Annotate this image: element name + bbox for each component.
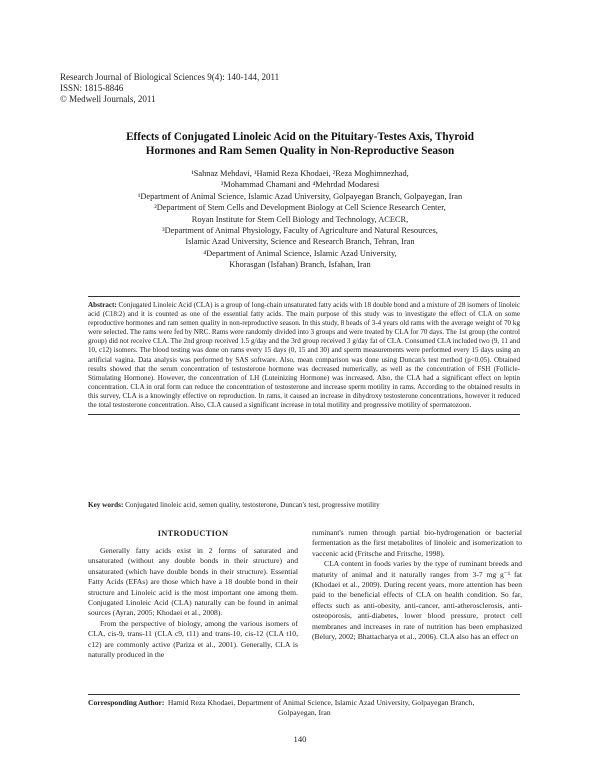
affiliation-4b: Khorasgan (Isfahan) Branch, Isfahan, Iran (229, 260, 371, 270)
intro-paragraph-2: From the perspective of biology, among the various isomers of CLA, cis-9, trans-11 (CLA c9, t11) and trans-10, cis-12 (CLA t10, c12) are commonly active (Pariza et al., 2001). Generally, CLA is naturally produced in the (88, 618, 298, 660)
keywords (88, 500, 520, 510)
journal-copyright: © Medwell Journals, 2011 (60, 94, 156, 104)
abstract-text: Conjugated Linoleic Acid (CLA) is a group of long-chain unsaturated fatty acids with 18 double bond and a mixture of 28 isomers of linoleic acid (C18:2) and it is counted as one of the essential fatty acids. The main purpose of this study was to investigate the effect of CLA on some reproductive hormones and ram semen quality in non-reproductive season. In this study, 8 heads of 3-4 years old rams with the average weight of 70 kg were selected. The rams were fed by NRC. Rams were randomly divided into 3 groups and were treated by CLA for 70 days. The 1st group (the control group) did not receive CLA. The 2nd group received 1.5 g/day and the 3rd group received 3 g/day fat of CLA. Consumed CLA included two (9, 11 and 10, c12) isomers. The blood testing was done on rams every 15 days (0, 15 and 30) and sperm measurements were performed every 15 days using an artificial vagina. Data analysis was performed by SAS software. Also, mean comparison was done using Duncan's test method (p<0.05). Obtained results showed that the serum concentration of testosterone hormone was decreased numerically, as well as the concentration of FSH (Follicle-Stimulating Hormone). However, the concentration of LH (Luteinizing Hormone) was increased. Also, the CLA had a significant effect on leptin concentration. CLA in oral form can reduce the concentration of testosterone and increase sperm motility in rams. According to the obtained results in this survey, CLA is a knowingly effective on reproduction. In rams, it caused an increase in dihydroxy testosterone concentrations, however it reduced the total testosterone concentration. Also, CLA caused a significant increase in total motility and progressive motility of spermatozoon. (88, 301, 520, 410)
introduction-heading: INTRODUCTION (157, 529, 229, 538)
left-column (88, 528, 298, 660)
title-line-2: Hormones and Ram Semen Quality in Non-Reproductive Season (145, 145, 455, 157)
corresponding-label: Corresponding Author: (88, 698, 165, 707)
corresponding-text-2: Golpayegan, Iran (278, 708, 331, 718)
abstract-label: Abstract: (88, 301, 117, 309)
abstract-box (88, 296, 520, 415)
corresponding-text: Hamid Reza Khodaei, Department of Animal Science, Islamic Azad University, Golpayegan Branch, (167, 698, 475, 707)
keywords-label: Key words: (88, 501, 124, 509)
keywords-text: Conjugated linoleic acid, semen quality, testosterone, Duncan's test, progressive motility (125, 501, 380, 509)
abstract (88, 297, 520, 414)
corresponding-author (88, 698, 520, 719)
affiliation-1: ¹Department of Animal Science, Islamic Azad University, Golpayegan Branch, Golpayegan, Iran (137, 191, 463, 201)
footer-rule (88, 694, 520, 695)
journal-citation: Research Journal of Biological Sciences 9(4): 140-144, 2011 (60, 72, 280, 82)
intro-paragraph-3: ruminant's rumen through partial bio-hydrogenation or bacterial fermentation as the first metabolites of linoleic and isomerization to vaccenic acid (Fritsche and Fritsche, 1998). (312, 528, 522, 558)
affiliation-2b: Royan Institute for Stem Cell Biology and Technology, ACECR, (191, 214, 409, 224)
affiliation-3: ³Department of Animal Physiology, Faculty of Agriculture and Natural Resources, (162, 226, 438, 236)
affiliation-4: ⁴Department of Animal Science, Islamic Azad University, (203, 248, 397, 258)
intro-paragraph-1: Generally fatty acids exist in 2 forms of saturated and unsaturated (without any double bonds in their structure) and unsaturated (which have double bonds in their structure). Essential Fatty Acids (EFAs) are those which have a 18 double bond in their structure and Linoleic acid is the most important one among them. Conjugated Linoleic Acid (CLA) naturally can be found in animal sources (Ayran, 2005; Khodaei et al., 2008). (88, 546, 298, 618)
author-names: ¹Sahnaz Mehdavi, ¹Hamid Reza Khodaei, ²Reza Moghimnezhad, (191, 169, 409, 178)
right-column (312, 528, 522, 642)
journal-header (60, 72, 279, 105)
author-names-2: ³Mohammad Chamani and ⁴Mehrdad Modaresi (220, 180, 380, 190)
page-number: 140 (293, 734, 307, 744)
paper-title (80, 130, 520, 158)
intro-paragraph-4: CLA content in foods varies by the type of ruminant breeds and maturity of animal and it naturally ranges from 3-7 mg g⁻¹ fat (Khodaei et al., 2009). During recent years, more attention has been paid to the beneficial effects of CLA on health condition. So far, effects such as anti-obesity, anti-cancer, anti-atherosclerosis, anti-osteoporosis, anti-diabetes, lower blood pressure, protect cell membranes and increases in rate of nutrition has been emphasized (Belury, 2002; Bhattacharya et al., 2006). CLA also has an effect on (312, 559, 522, 642)
affiliation-2: ²Department of Stem Cells and Development Biology at Cell Science Research Center, (154, 203, 446, 213)
journal-issn: ISSN: 1815-8846 (60, 83, 124, 93)
title-line-1: Effects of Conjugated Linoleic Acid on the Pituitary-Testes Axis, Thyroid (126, 131, 474, 143)
affiliation-3b: Islamic Azad University, Science and Research Branch, Tehran, Iran (185, 237, 415, 247)
authors-affiliations (40, 168, 560, 271)
